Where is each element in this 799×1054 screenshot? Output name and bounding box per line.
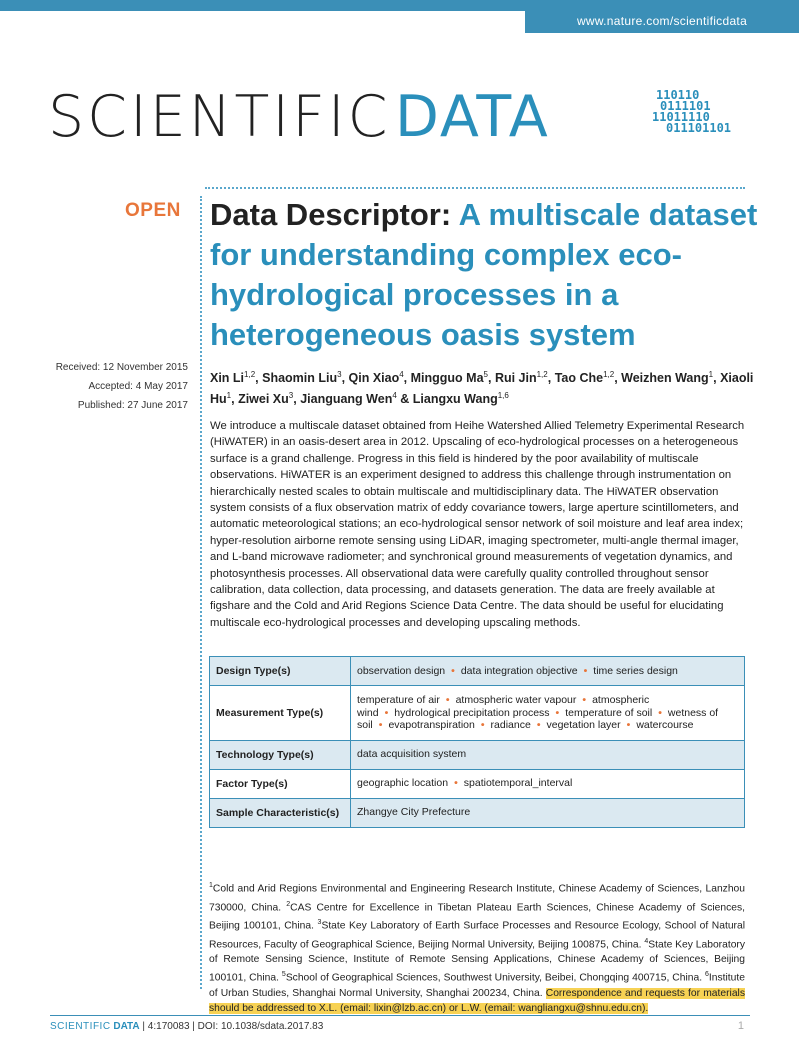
author-affiliation-sup: 1,2 — [603, 370, 615, 379]
article-dates — [56, 358, 188, 415]
logo-scientific: SCIENTIFIC — [48, 84, 391, 150]
affiliation-number: 2 — [286, 900, 291, 908]
author-name[interactable]: Liangxu Wang$^{1,6}$ — [412, 391, 509, 407]
metadata-key: Factor Type(s) — [210, 769, 351, 798]
correspondence-note[interactable]: Correspondence and requests for materials should be addressed to X.L. (email: lixin@lzb.ac.cn) or L.W. (email: wangliangxu@shnu.edu.cn). — [209, 987, 745, 1014]
metadata-value: vegetation layer — [546, 719, 621, 731]
logo-bits-row: 110110 — [656, 88, 700, 102]
metadata-value: Zhangye City Prefecture — [357, 806, 471, 819]
title-prefix: Data Descriptor: — [210, 197, 452, 232]
author-affiliation-sup: 3 — [337, 370, 342, 379]
author-name[interactable]: Ziwei Xu$^3$ — [238, 391, 294, 407]
published-date: Published: 27 June 2017 — [77, 400, 188, 411]
bullet-icon: • — [555, 706, 560, 719]
bullet-icon: • — [626, 719, 631, 731]
bullet-icon: • — [384, 706, 389, 719]
footer-divider — [50, 1015, 750, 1016]
metadata-value: time series design — [593, 664, 678, 677]
author-affiliation-sup: 4 — [392, 391, 397, 401]
metadata-row — [210, 657, 745, 686]
metadata-value: spatiotemporal_interval — [463, 777, 573, 790]
article-title — [210, 195, 760, 355]
metadata-values — [351, 686, 745, 741]
journal-logo — [48, 84, 550, 154]
metadata-row — [210, 686, 745, 741]
affiliation-number: 6 — [705, 971, 709, 979]
metadata-values — [351, 769, 745, 798]
metadata-value: atmospheric water vapour — [455, 694, 577, 706]
metadata-value: data integration objective — [460, 664, 578, 677]
bullet-icon: • — [454, 777, 458, 790]
accepted-date: Accepted: 4 May 2017 — [88, 381, 188, 392]
footer-journal-right: DATA — [113, 1021, 140, 1032]
bullet-icon: • — [451, 664, 455, 677]
dotted-divider-horizontal — [205, 187, 745, 189]
metadata-values — [351, 740, 745, 769]
footer-journal-left: SCIENTIFIC — [50, 1021, 111, 1032]
metadata-value: atmospheric wind — [357, 694, 650, 719]
author-name[interactable]: Shaomin Liu$^3$ — [262, 370, 342, 386]
metadata-values — [351, 657, 745, 686]
metadata-value: temperature of air — [357, 694, 440, 706]
metadata-key: Sample Characteristic(s) — [210, 798, 351, 827]
author-name[interactable]: Jianguang Wen$^4$ — [300, 391, 397, 407]
author-affiliation-sup: 3 — [288, 391, 294, 401]
affiliations — [209, 878, 745, 1016]
logo-bits-row: 11011110 — [652, 110, 710, 124]
logo-binary-icon — [652, 90, 752, 134]
bullet-icon: • — [658, 706, 662, 719]
metadata-key: Measurement Type(s) — [210, 686, 351, 741]
metadata-key: Technology Type(s) — [210, 740, 351, 769]
open-access-label: OPEN — [125, 200, 181, 221]
metadata-value: data acquisition system — [357, 748, 467, 761]
author-name[interactable]: Qin Xiao$^4$ — [348, 370, 404, 386]
abstract: We introduce a multiscale dataset obtained from Heihe Watershed Allied Telemetry Experimental Research (HiWATER) in an oasis-desert area in 2012. Upscaling of eco-hydrological processes on a heterogeneous surface is a grand challenge. Progress in this field is hindered by the poor availability of multiscale observations. HiWATER is an experiment designed to address this challenge through instrumentation on hierarchically nested scales to obtain multiscale and multidisciplinary data. The HiWATER observation system consists of a flux observation matrix of eddy covariance towers, large aperture scintillometers, and automatic meteorological stations; an eco-hydrological sensor network of soil moisture and leaf area index; hyper-resolution airborne remote sensing using LiDAR, imaging spectrometer, multi-angle thermal imager, and L-band microwave radiometer; and synchronical ground measurements of vegetation dynamics, and photosynthesis processes. All observational data were carefully quality controlled throughout sensor calibration, data collection, data processing, and datasets generation. The data are freely available at figshare and the Cold and Arid Regions Science Data Centre. The data should be useful for elucidating multiscale eco-hydrological processes and developing upscaling methods. — [210, 420, 745, 629]
author-name[interactable]: Xin Li$^{1,2}$ — [210, 370, 256, 386]
author-affiliation-sup: 1,6 — [497, 391, 509, 401]
metadata-values — [351, 798, 745, 827]
metadata-value: temperature of soil — [565, 706, 653, 719]
footer-doi: | 4:170083 | DOI: 10.1038/sdata.2017.83 — [139, 1021, 324, 1032]
author-name[interactable]: Xiaoli Hu$^1$ — [210, 371, 754, 407]
metadata-value: geographic location — [357, 777, 449, 790]
affiliation-text: School of Geographical Sciences, Southwest University, Beibei, Chongqing 400715, China. — [285, 972, 706, 984]
affiliation-number: 3 — [317, 919, 322, 927]
author-affiliation-sup: 4 — [399, 370, 404, 379]
bullet-icon: • — [536, 719, 541, 731]
affiliation-text: CAS Centre for Excellence in Tibetan Plateau Earth Sciences, Chinese Academy of Sciences, Beijing 100101, China. — [209, 901, 745, 932]
footer-citation — [50, 1021, 323, 1032]
metadata-value: watercourse — [636, 719, 694, 731]
author-affiliation-sup: 1,2 — [536, 370, 548, 379]
metadata-value: observation design — [357, 664, 446, 677]
title-main: A multiscale dataset for understanding complex eco-hydrological processes in a heterogeneous oasis system — [210, 197, 758, 352]
logo-bits-row: 011101101 — [666, 121, 732, 135]
author-name[interactable]: Tao Che$^{1,2}$ — [554, 370, 615, 386]
author-name[interactable]: Rui Jin$^{1,2}$ — [494, 370, 548, 386]
bullet-icon: • — [378, 719, 383, 731]
author-affiliation-sup: 1 — [226, 391, 232, 401]
bullet-icon: • — [445, 694, 450, 706]
affiliation-number: 4 — [644, 937, 649, 945]
dotted-divider-vertical — [200, 196, 202, 989]
affiliation-text: State Key Laboratory of Remote Sensing Science, Institute of Remote Sensing Applications, Chinese Academy of Sciences, Beijing 100101, China. — [209, 938, 746, 984]
bullet-icon: • — [583, 664, 588, 677]
metadata-table — [209, 656, 745, 828]
bullet-icon: • — [480, 719, 485, 731]
affiliation-text: Cold and Arid Regions Environmental and Engineering Research Institute, Chinese Academy of Sciences, Lanzhou 730000, China. — [209, 883, 745, 913]
author-affiliation-sup: 1,2 — [244, 370, 256, 379]
metadata-value: hydrological precipitation process — [394, 706, 550, 719]
metadata-value: wetness of soil — [357, 706, 719, 731]
received-date: Received: 12 November 2015 — [55, 362, 188, 373]
metadata-key: Design Type(s) — [210, 657, 351, 686]
journal-url[interactable]: www.nature.com/scientificdata — [525, 10, 799, 33]
metadata-row — [210, 740, 745, 769]
author-affiliation-sup: 5 — [483, 370, 488, 379]
affiliation-number: 5 — [281, 971, 286, 979]
metadata-value: radiance — [490, 719, 531, 731]
author-name[interactable]: Mingguo Ma$^5$ — [410, 370, 488, 386]
logo-data: DATA — [394, 84, 550, 150]
affiliation-text: Institute of Urban Studies, Shanghai Normal University, Shanghai 200234, China. — [209, 972, 745, 999]
author-affiliation-sup: 1 — [708, 370, 714, 379]
author-list: Xin Li$^{1,2}$, Shaomin Liu$^3$, Qin Xiao$^4$, Mingguo Ma$^5$, Rui Jin$^{1,2}$, Tao Che$^{1,2}$, Weizhen Wang$^1$, Xiaoli Hu$^1$, Ziwei Xu$^3$, Jianguang Wen$^4$ & Liangxu Wang$^{1,6}$ — [210, 370, 754, 407]
affiliation-text: State Key Laboratory of Earth Surface Processes and Resource Ecology, School of Natural Resources, Faculty of Geographical Science, Beijing Normal University, Beijing 100875, China. — [209, 920, 746, 950]
bullet-icon: • — [582, 694, 587, 706]
page-number: 1 — [737, 1020, 744, 1032]
metadata-row — [210, 798, 745, 827]
affiliation-number: 1 — [209, 882, 213, 889]
metadata-value: evapotranspiration — [388, 719, 475, 731]
logo-bits-row: 0111101 — [660, 99, 711, 113]
metadata-row — [210, 769, 745, 798]
author-name[interactable]: Weizhen Wang$^1$ — [621, 370, 714, 386]
